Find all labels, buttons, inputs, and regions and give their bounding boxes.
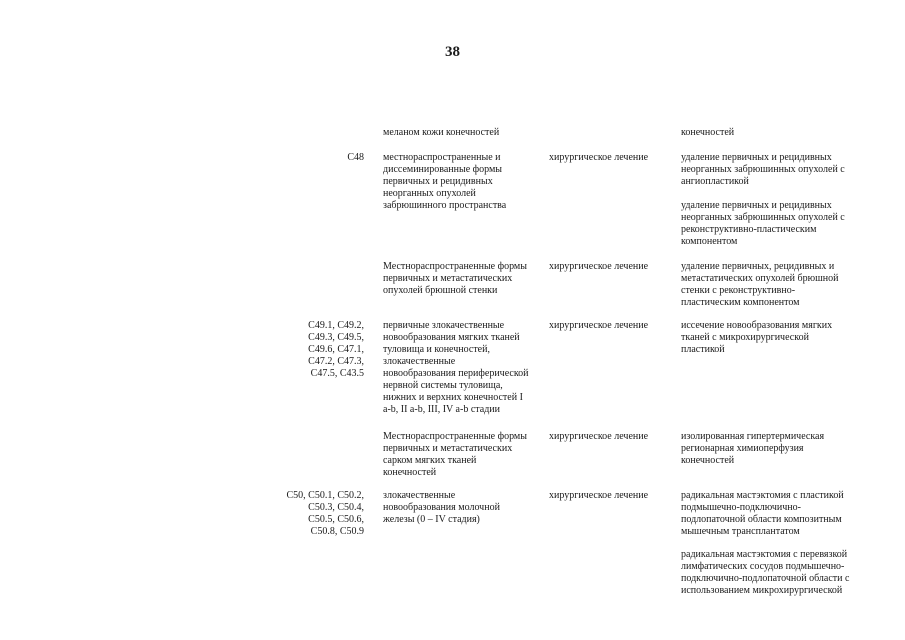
treatment-description-line: тканей с микрохирургической (681, 332, 809, 343)
patient-model-line: железы (0 – IV стадия) (383, 514, 480, 525)
patient-model-line: неорганных опухолей (383, 188, 476, 199)
patient-model-line: a-b, II a-b, III, IV a-b стадии (383, 404, 500, 415)
treatment-description-line: неорганных забрюшинных опухолей с (681, 212, 845, 223)
treatment-description (681, 549, 876, 597)
treatment-method (549, 490, 669, 502)
patient-model-line: первичных и метастатических (383, 273, 513, 284)
treatment-description-line: радикальная мастэктомия с перевязкой (681, 549, 848, 560)
treatment-description-line: реконструктивно-пластическим (681, 224, 817, 235)
treatment-description-line: удаление первичных и рецидивных (681, 152, 832, 163)
icd-codes-line: C49.3, C49.5, (308, 332, 364, 343)
patient-model-line: Местнораспространенные формы (383, 431, 527, 442)
treatment-description (681, 152, 876, 188)
treatment-method-line: хирургическое лечение (549, 490, 649, 501)
patient-model (383, 261, 543, 297)
patient-model-line: первичных и рецидивных (383, 176, 493, 187)
treatment-description-line: пластическим компонентом (681, 297, 800, 308)
treatment-method (549, 431, 669, 443)
patient-model-line: местнораспространенные и (383, 152, 501, 163)
patient-model-line: первичные злокачественные (383, 320, 505, 331)
treatment-description-line: использованием микрохирургической (681, 585, 843, 596)
patient-model-line: нижних и верхних конечностей I (383, 392, 523, 403)
treatment-description-line: подлопаточной области композитным (681, 514, 842, 525)
treatment-description-line: конечностей (681, 455, 735, 466)
treatment-description-line: ангиопластикой (681, 176, 749, 187)
page-number: 38 (445, 44, 460, 60)
icd-codes-line: C48 (347, 152, 364, 163)
treatment-method-line: хирургическое лечение (549, 431, 649, 442)
treatment-method (549, 320, 669, 332)
treatment-description-line: подключично-подлопаточной области с (681, 573, 850, 584)
treatment-description (681, 127, 876, 139)
treatment-description-line: удаление первичных и рецидивных (681, 200, 832, 211)
icd-codes-line: C50.5, C50.6, (308, 514, 364, 525)
treatment-method-line: хирургическое лечение (549, 261, 649, 272)
treatment-method-line: хирургическое лечение (549, 152, 649, 163)
patient-model-line: меланом кожи конечностей (383, 127, 500, 138)
patient-model-line: нервной системы туловища, (383, 380, 503, 391)
treatment-description (681, 490, 876, 538)
treatment-description-line: иссечение новообразования мягких (681, 320, 833, 331)
treatment-description-line: метастатических опухолей брюшной (681, 273, 839, 284)
patient-model-line: Местнораспространенные формы (383, 261, 527, 272)
treatment-description-line: подмышечно-подключично- (681, 502, 801, 513)
treatment-description-line: стенки с реконструктивно- (681, 285, 796, 296)
patient-model-line: забрюшинного пространства (383, 200, 507, 211)
icd-codes-line: C49.6, C47.1, (308, 344, 364, 355)
treatment-description-line: лимфатических сосудов подмышечно- (681, 561, 845, 572)
patient-model-line: новообразования мягких тканей (383, 332, 520, 343)
treatment-method-line: хирургическое лечение (549, 320, 649, 331)
treatment-description-line: неорганных забрюшинных опухолей с (681, 164, 845, 175)
patient-model (383, 490, 543, 526)
treatment-description-line: радикальная мастэктомия с пластикой (681, 490, 844, 501)
icd-codes-line: C50.3, C50.4, (308, 502, 364, 513)
treatment-description-line: изолированная гипертермическая (681, 431, 825, 442)
icd-codes-line: C49.1, C49.2, (308, 320, 364, 331)
patient-model-line: злокачественные (383, 490, 456, 501)
patient-model-line: новообразования периферической (383, 368, 529, 379)
treatment-description-line: пластикой (681, 344, 725, 355)
treatment-description (681, 320, 876, 356)
patient-model-line: сарком мягких тканей (383, 455, 477, 466)
treatment-description-line: мышечным трансплантатом (681, 526, 800, 537)
patient-model-line: конечностей (383, 467, 437, 478)
patient-model-line: новообразования молочной (383, 502, 500, 513)
icd-codes (280, 490, 364, 538)
treatment-description (681, 200, 876, 248)
icd-codes (280, 152, 364, 164)
icd-codes-line: C50.8, C50.9 (310, 526, 364, 537)
treatment-description-line: регионарная химиоперфузия (681, 443, 804, 454)
treatment-description (681, 431, 876, 467)
patient-model (383, 431, 543, 479)
treatment-description-line: удаление первичных, рецидивных и (681, 261, 835, 272)
patient-model-line: туловища и конечностей, (383, 344, 490, 355)
icd-codes-line: C50, C50.1, C50.2, (286, 490, 364, 501)
patient-model (383, 127, 543, 139)
treatment-description-line: компонентом (681, 236, 738, 247)
icd-codes-line: C47.2, C47.3, (308, 356, 364, 367)
patient-model-line: опухолей брюшной стенки (383, 285, 498, 296)
treatment-method (549, 261, 669, 273)
patient-model-line: первичных и метастатических (383, 443, 513, 454)
icd-codes-line: C47.5, C43.5 (310, 368, 364, 379)
patient-model-line: злокачественные (383, 356, 456, 367)
treatment-method (549, 152, 669, 164)
patient-model (383, 320, 543, 416)
patient-model (383, 152, 543, 212)
treatment-description-line: конечностей (681, 127, 735, 138)
patient-model-line: диссеминированные формы (383, 164, 503, 175)
treatment-description (681, 261, 876, 309)
icd-codes (280, 320, 364, 380)
